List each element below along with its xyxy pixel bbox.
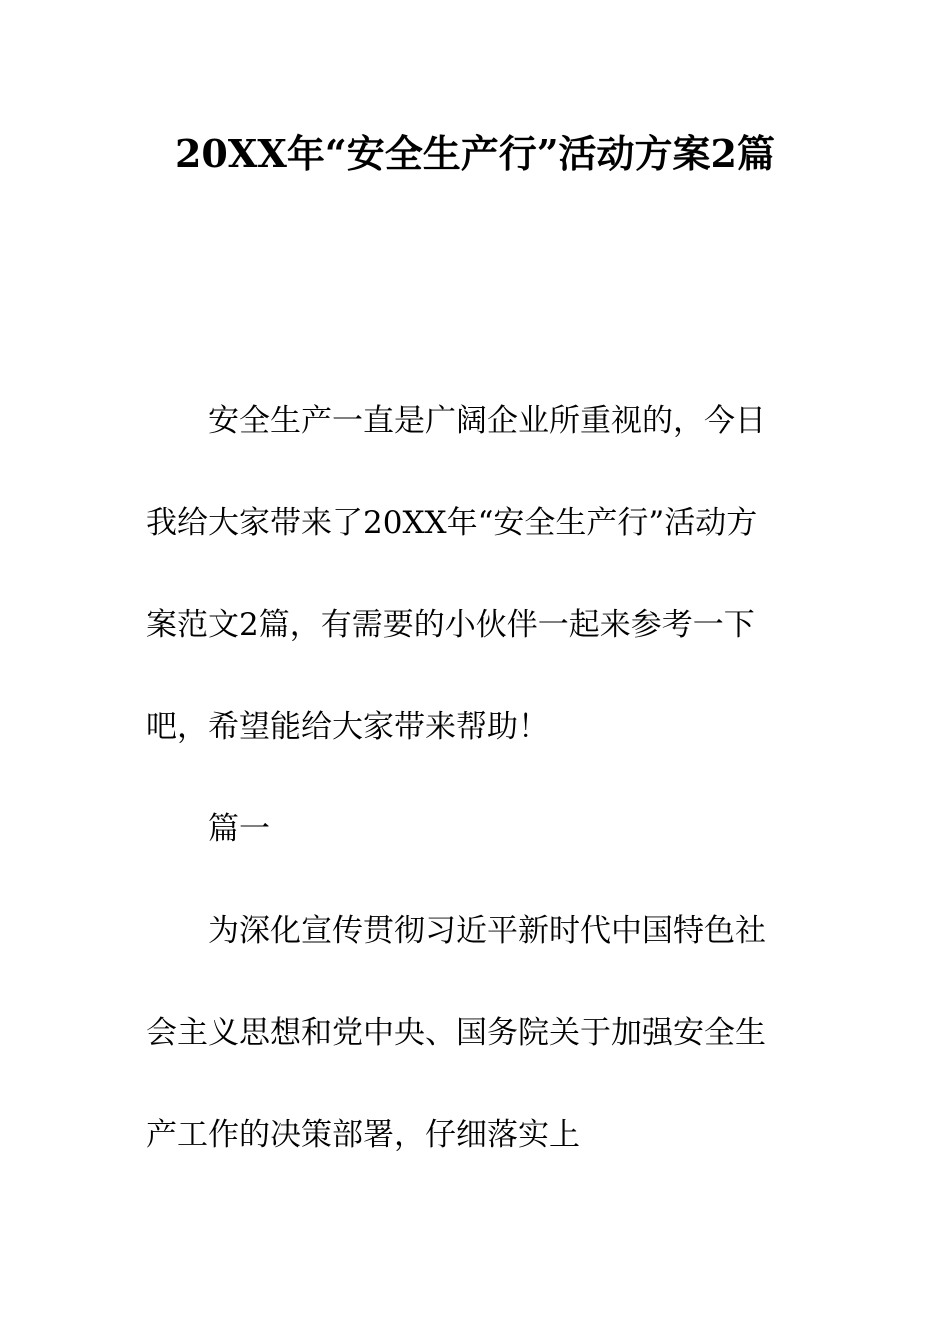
body-paragraph: 为深化宣传贯彻习近平新时代中国特色社会主义思想和党中央、国务院关于加强安全生产工作的决策部署，仔细落实上 (146, 913, 766, 1153)
document-body (146, 370, 786, 1186)
document-title: 20XX年“安全生产行”活动方案2篇 (174, 131, 775, 176)
section-heading: 篇一 (208, 811, 270, 847)
intro-paragraph: 安全生产一直是广阔企业所重视的，今日我给大家带来了20XX年“安全生产行”活动方案范文2篇，有需要的小伙伴一起来参考一下吧，希望能给大家带来帮助！ (146, 403, 766, 745)
